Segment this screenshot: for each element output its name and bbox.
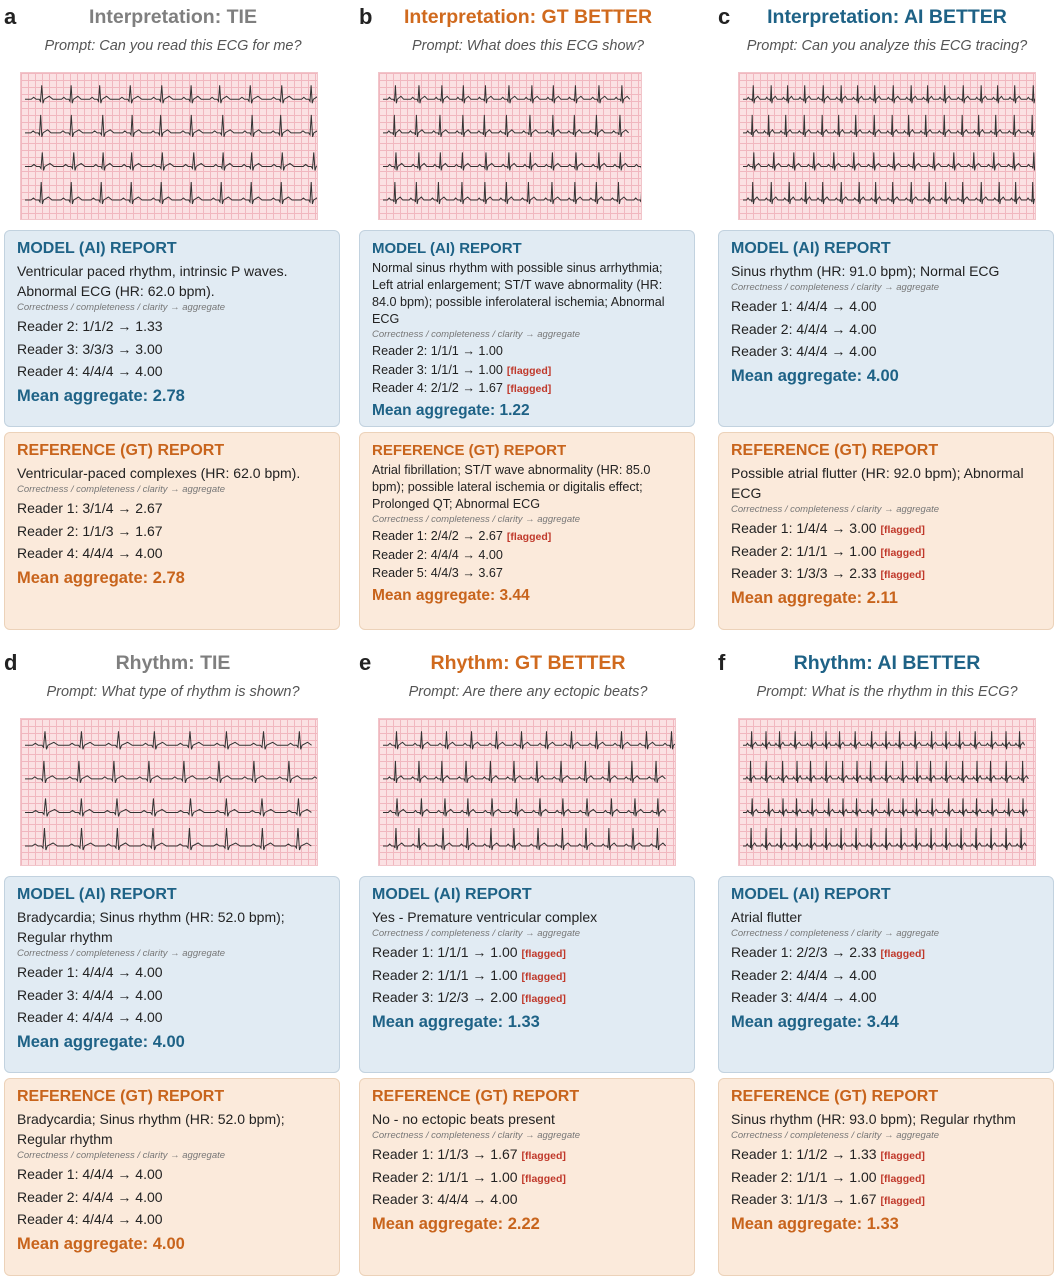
panel-prompt: Prompt: What type of rhythm is shown? [46,684,300,700]
score-caption: Correctness / completeness / clarity → aggregate [731,504,940,515]
ecg-lead-trace [25,731,312,749]
ecg-lead-trace [383,828,666,850]
ai-report-text: Sinus rhythm (HR: 91.0 bpm); Normal ECG [731,263,1000,279]
ecg-lead-trace [25,182,317,204]
ecg-image [378,718,676,866]
gt-report-text: No - no ectopic beats present [372,1111,555,1127]
reader-score: Reader 1: 1/4/4 → 3.00 [flagged] [731,520,925,536]
ai-report-header: MODEL (AI) REPORT [372,240,522,257]
panel-prompt: Prompt: Can you read this ECG for me? [44,38,302,54]
panel-letter: e [359,650,372,675]
reader-score: Reader 3: 4/4/4 → 4.00 [731,989,877,1005]
mean-aggregate: Mean aggregate: 4.00 [731,366,899,385]
mean-aggregate: Mean aggregate: 3.44 [372,586,530,604]
flagged-badge: [flagged] [506,383,552,395]
reader-score: Reader 3: 4/4/4 → 4.00 [17,986,163,1003]
panel-e [359,650,697,1280]
reader-score: Reader 4: 4/4/4 → 4.00 [17,545,163,561]
reader-score: Reader 1: 2/2/3 → 2.33 [flagged] [731,944,925,960]
gt-report-text: Atrial fibrillation; ST/T wave abnormality (HR: 85.0 bpm); possible lateral ischemia or digitalis effect; Prolonged QT; Abnormal ECG [372,463,651,511]
ecg-lead-trace [743,761,1028,783]
ecg-trace [739,719,1035,865]
gt-report-text: Possible atrial flutter (HR: 92.0 bpm); Abnormal ECG [731,465,1024,501]
gt-report-text: Sinus rhythm (HR: 93.0 bpm); Regular rhythm [731,1111,1016,1127]
panel-letter: a [4,4,17,29]
ecg-lead-trace [743,182,1035,204]
ai-report-card [4,876,340,1073]
ai-report-card [359,230,695,427]
reader-score: Reader 2: 1/1/1 → 1.00 [flagged] [372,1168,566,1185]
panel-c [718,4,1056,634]
ai-report-header: MODEL (AI) REPORT [17,886,177,903]
ai-report-header: MODEL (AI) REPORT [17,240,177,257]
mean-aggregate: Mean aggregate: 4.00 [17,1234,185,1253]
flagged-badge: [flagged] [521,993,566,1005]
ecg-image [20,72,318,220]
gt-report-header: REFERENCE (GT) REPORT [17,442,225,459]
panel-title: Rhythm: GT BETTER [430,652,626,674]
gt-report-card [4,432,340,630]
ai-report-text: Normal sinus rhythm with possible sinus arrhythmia; Left atrial enlargement; ST/T wave abnormality (HR: 84.0 bpm); possible inferolateral ischemia; Abnormal ECG [372,261,665,326]
reader-score: Reader 3: 4/4/4 → 4.00 [372,1191,518,1207]
reader-score: Reader 3: 1/1/3 → 1.67 [flagged] [731,1191,925,1207]
gt-report-header: REFERENCE (GT) REPORT [731,442,939,459]
ai-report-header: MODEL (AI) REPORT [372,886,532,903]
ai-report-text: Bradycardia; Sinus rhythm (HR: 52.0 bpm); Regular rhythm [17,909,285,945]
flagged-badge: [flagged] [880,546,925,559]
score-caption: Correctness / completeness / clarity → aggregate [731,282,940,293]
reader-score: Reader 2: 1/1/1 → 1.00 [flagged] [731,542,925,559]
gt-report-header: REFERENCE (GT) REPORT [17,1088,225,1105]
score-caption: Correctness / completeness / clarity → aggregate [372,1130,581,1141]
reader-score: Reader 3: 1/1/1 → 1.00 [flagged] [372,362,552,377]
reader-score: Reader 2: 1/1/1 → 1.00 [372,344,503,358]
mean-aggregate: Mean aggregate: 2.22 [372,1214,540,1233]
flagged-badge: [flagged] [521,1172,566,1185]
ai-report-header: MODEL (AI) REPORT [731,240,891,257]
ecg-lead-trace [383,761,665,783]
ecg-lead-trace [743,152,1035,170]
flagged-badge: [flagged] [880,948,925,960]
ai-report-header: MODEL (AI) REPORT [731,886,891,903]
flagged-badge: [flagged] [506,364,552,377]
mean-aggregate: Mean aggregate: 2.78 [17,568,185,587]
gt-report-card [359,432,695,630]
gt-report-header: REFERENCE (GT) REPORT [372,442,567,459]
flagged-badge: [flagged] [506,531,552,543]
reader-score: Reader 4: 4/4/4 → 4.00 [17,363,163,379]
flagged-badge: [flagged] [880,524,925,536]
panel-letter: b [359,4,373,29]
flagged-badge: [flagged] [521,948,566,960]
ai-report-card [718,230,1054,427]
flagged-badge: [flagged] [880,1150,925,1162]
flagged-badge: [flagged] [880,1172,925,1185]
ecg-trace [739,73,1035,219]
ecg-lead-trace [383,798,666,816]
ecg-lead-trace [25,85,317,103]
reader-score: Reader 4: 4/4/4 → 4.00 [17,1211,163,1227]
gt-report-text: Bradycardia; Sinus rhythm (HR: 52.0 bpm); Regular rhythm [17,1111,285,1147]
panel-prompt: Prompt: Are there any ectopic beats? [408,684,648,700]
ai-report-card [4,230,340,427]
mean-aggregate: Mean aggregate: 1.22 [372,401,530,419]
reader-score: Reader 5: 4/4/3 → 3.67 [372,566,503,580]
ecg-lead-trace [743,115,1035,137]
reader-score: Reader 2: 4/4/4 → 4.00 [731,320,877,337]
reader-score: Reader 1: 1/1/2 → 1.33 [flagged] [731,1146,925,1162]
mean-aggregate: Mean aggregate: 1.33 [372,1012,540,1031]
gt-report-card [359,1078,695,1276]
panel-f [718,650,1056,1280]
score-caption: Correctness / completeness / clarity → aggregate [372,514,581,525]
reader-score: Reader 2: 1/1/1 → 1.00 [flagged] [372,966,566,983]
reader-score: Reader 1: 4/4/4 → 4.00 [17,964,163,980]
gt-report-card [718,432,1054,630]
panel-prompt: Prompt: What does this ECG show? [411,38,645,54]
reader-score: Reader 2: 4/4/4 → 4.00 [17,1188,163,1205]
gt-report-text: Ventricular-paced complexes (HR: 62.0 bpm). [17,465,301,481]
score-caption: Correctness / completeness / clarity → aggregate [731,928,940,939]
panel-a [4,4,342,634]
ecg-image [20,718,318,866]
score-caption: Correctness / completeness / clarity → aggregate [17,484,226,495]
ecg-lead-trace [25,761,317,783]
ai-report-card [359,876,695,1073]
panel-title: Rhythm: TIE [115,652,231,674]
score-caption: Correctness / completeness / clarity → aggregate [372,928,581,939]
ecg-lead-trace [383,182,641,204]
ai-report-text: Atrial flutter [731,909,802,925]
reader-score: Reader 1: 1/1/3 → 1.67 [flagged] [372,1146,566,1162]
flagged-badge: [flagged] [521,1150,566,1162]
reader-score: Reader 2: 1/1/2 → 1.33 [17,318,163,334]
mean-aggregate: Mean aggregate: 3.44 [731,1012,899,1031]
reader-score: Reader 1: 1/1/1 → 1.00 [flagged] [372,944,566,960]
score-caption: Correctness / completeness / clarity → aggregate [17,948,226,959]
ecg-lead-trace [743,85,1035,103]
reader-score: Reader 3: 1/3/3 → 2.33 [flagged] [731,565,925,581]
reader-score: Reader 4: 2/1/2 → 1.67 [flagged] [372,381,552,395]
ai-report-text: Ventricular paced rhythm, intrinsic P waves. Abnormal ECG (HR: 62.0 bpm). [17,263,288,299]
ai-report-text: Yes - Premature ventricular complex [372,909,598,925]
reader-score: Reader 3: 1/2/3 → 2.00 [flagged] [372,989,566,1005]
ecg-image [378,72,642,220]
ecg-lead-trace [25,828,311,850]
panel-title: Interpretation: GT BETTER [403,6,653,28]
panel-b [359,4,697,634]
ecg-lead-trace [383,731,675,749]
ecg-image [738,72,1036,220]
ecg-trace [21,719,317,865]
ecg-lead-trace [383,85,630,103]
reader-score: Reader 3: 4/4/4 → 4.00 [731,343,877,359]
flagged-badge: [flagged] [880,569,925,581]
ecg-lead-trace [743,731,1025,749]
mean-aggregate: Mean aggregate: 1.33 [731,1214,899,1233]
ecg-trace [379,719,675,865]
mean-aggregate: Mean aggregate: 2.11 [731,588,898,607]
reader-score: Reader 1: 2/4/2 → 2.67 [flagged] [372,529,552,543]
ai-report-card [718,876,1054,1073]
panel-letter: f [718,650,726,675]
reader-score: Reader 1: 4/4/4 → 4.00 [17,1166,163,1182]
mean-aggregate: Mean aggregate: 2.78 [17,386,185,405]
gt-report-card [718,1078,1054,1276]
reader-score: Reader 2: 1/1/1 → 1.00 [flagged] [731,1168,925,1185]
ecg-lead-trace [383,152,641,170]
panel-letter: c [718,4,731,29]
reader-score: Reader 3: 3/3/3 → 3.00 [17,340,163,357]
panel-title: Rhythm: AI BETTER [793,652,981,674]
reader-score: Reader 4: 4/4/4 → 4.00 [17,1009,163,1025]
score-caption: Correctness / completeness / clarity → aggregate [731,1130,940,1141]
gt-report-header: REFERENCE (GT) REPORT [731,1088,939,1105]
ecg-lead-trace [743,828,1027,850]
reader-score: Reader 2: 4/4/4 → 4.00 [372,547,503,562]
ecg-lead-trace [25,152,317,170]
mean-aggregate: Mean aggregate: 4.00 [17,1032,185,1051]
panel-d [4,650,342,1280]
panel-prompt: Prompt: Can you analyze this ECG tracing? [746,38,1028,54]
flagged-badge: [flagged] [880,1195,925,1207]
panel-title: Interpretation: TIE [89,6,257,28]
reader-score: Reader 2: 1/1/3 → 1.67 [17,522,163,539]
ecg-lead-trace [25,115,317,137]
ecg-trace [379,73,641,219]
gt-report-header: REFERENCE (GT) REPORT [372,1088,580,1105]
score-caption: Correctness / completeness / clarity → aggregate [17,302,226,313]
panel-prompt: Prompt: What is the rhythm in this ECG? [756,684,1018,700]
ecg-lead-trace [25,798,311,816]
ecg-lead-trace [383,115,629,137]
score-caption: Correctness / completeness / clarity → aggregate [17,1150,226,1161]
reader-score: Reader 1: 4/4/4 → 4.00 [731,298,877,314]
gt-report-card [4,1078,340,1276]
reader-score: Reader 1: 3/1/4 → 2.67 [17,500,163,516]
panel-title: Interpretation: AI BETTER [767,6,1007,28]
flagged-badge: [flagged] [521,970,566,983]
score-caption: Correctness / completeness / clarity → aggregate [372,329,581,340]
ecg-image [738,718,1036,866]
ecg-lead-trace [743,798,1028,816]
panel-letter: d [4,650,18,675]
ecg-trace [21,73,317,219]
reader-score: Reader 2: 4/4/4 → 4.00 [731,966,877,983]
